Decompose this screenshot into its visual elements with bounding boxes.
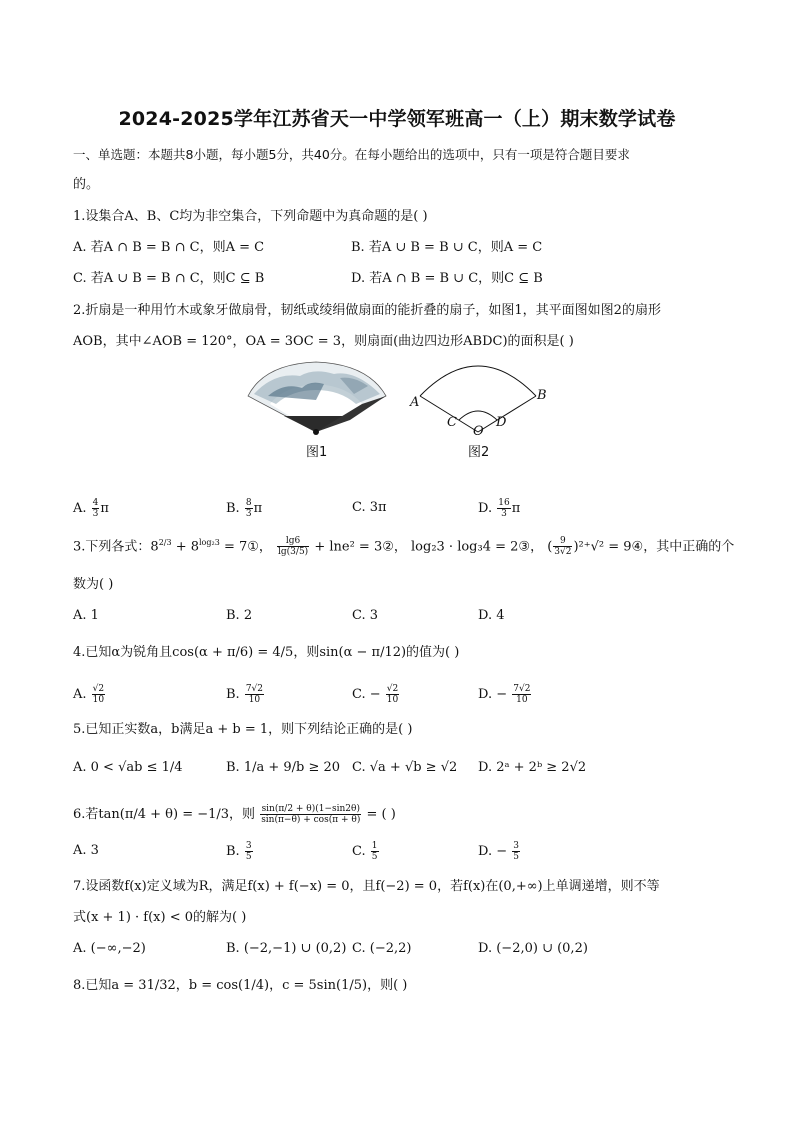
q3-option-a: A. 1 — [73, 608, 99, 623]
figure1-caption: 图1 — [306, 445, 328, 460]
q3-stem-1: 3.下列各式：$8^{2/3} + 8^{log_23}$ = 7①， $\frac{\lg 6}{\lg(3/5)}$ + lne² = 3②， log₂3 · log₃4 = 2③， ( $\frac{9}{3√2}$ )²⁺√² = 9④，其中正确的个 — [73, 536, 735, 558]
folding-fan-figure — [244, 360, 390, 436]
label-a: A — [410, 395, 420, 410]
q7-stem-2: 式(x + 1) · f(x) < 0的解为( ) — [73, 910, 247, 925]
q6-stem: 6.若tan(π/4 + θ) = −1/3，则 $\frac{\sin(\pi/2 + \theta)(1-\sin 2\theta)}{\sin(\pi-\theta) + \cos(\pi + \theta)}$ = ( ) — [73, 804, 396, 825]
q7-option-a: A. (−∞,−2) — [73, 941, 146, 956]
q2-stem-1: 2.折扇是一种用竹木或象牙做扇骨，韧纸或绫绢做扇面的能折叠的扇子，如图1，其平面图如图2的扇形 — [73, 303, 661, 318]
q8-stem: 8.已知a = 31/32，b = cos(1/4)，c = 5sin(1/5)，则( ) — [73, 978, 408, 993]
q2-option-a: A. $\frac{4}{3}$ π — [73, 498, 109, 519]
q6-option-d: D. − $\frac{3}{5}$ — [478, 841, 519, 862]
label-d: D — [496, 415, 507, 430]
figure2-caption: 图2 — [468, 445, 490, 460]
q3-option-c: C. 3 — [352, 608, 379, 623]
label-o: O — [473, 424, 484, 439]
q4-option-a: A. $\frac{√2}{10}$ — [73, 684, 105, 705]
q1-option-c: C. 若A ∪ B = B ∩ C，则C ⊆ B — [73, 271, 265, 286]
q1-option-d: D. 若A ∩ B = B ∪ C，则C ⊆ B — [351, 271, 543, 286]
q1-option-b: B. 若A ∪ B = B ∪ C，则A = C — [351, 240, 543, 255]
q3-option-b: B. 2 — [226, 608, 253, 623]
section-heading-cont: 的。 — [73, 177, 100, 192]
q5-option-d: D. 2ᵃ + 2ᵇ ≥ 2√2 — [478, 760, 587, 775]
q4-stem: 4.已知α为锐角且cos(α + π/6) = 4/5，则sin(α − π/12)的值为( ) — [73, 645, 460, 660]
q2-option-c: C. 3π — [352, 500, 387, 515]
label-b: B — [537, 388, 547, 403]
q6-option-a: A. 3 — [73, 843, 99, 858]
q5-option-a: A. 0 < √ab ≤ 1/4 — [73, 760, 183, 775]
q1-stem: 1.设集合A、B、C均为非空集合，下列命题中为真命题的是( ) — [73, 209, 428, 224]
section-heading: 一、单选题：本题共8小题，每小题5分，共40分。在每小题给出的选项中，只有一项是符合题目要求 — [73, 147, 630, 162]
q3-stem-2: 数为( ) — [73, 577, 114, 592]
q6-option-b: B. $\frac{3}{5}$ — [226, 841, 252, 862]
q4-option-d: D. − $\frac{7√2}{10}$ — [478, 684, 531, 705]
q7-option-d: D. (−2,0) ∪ (0,2) — [478, 941, 588, 956]
q5-stem: 5.已知正实数a，b满足a + b = 1，则下列结论正确的是( ) — [73, 722, 413, 737]
q4-option-c: C. − $\frac{√2}{10}$ — [352, 684, 399, 705]
q2-option-b: B. $\frac{8}{3}$ π — [226, 498, 263, 519]
q4-option-b: B. $\frac{7√2}{10}$ — [226, 684, 264, 705]
q7-option-c: C. (−2,2) — [352, 941, 412, 956]
q1-option-a: A. 若A ∩ B = B ∩ C，则A = C — [73, 240, 265, 255]
q5-option-c: C. √a + √b ≥ √2 — [352, 760, 458, 775]
label-c: C — [447, 415, 457, 430]
q2-stem-2: AOB，其中∠AOB = 120°，OA = 3OC = 3，则扇面(曲边四边形ABDC)的面积是( ) — [73, 334, 574, 349]
q2-option-d: D. $\frac{16}{3}$ π — [478, 498, 521, 519]
q7-option-b: B. (−2,−1) ∪ (0,2) — [226, 941, 347, 956]
q3-option-d: D. 4 — [478, 608, 505, 623]
page-title: 2024-2025学年江苏省天一中学领军班高一（上）期末数学试卷 — [118, 108, 676, 130]
q6-option-c: C. $\frac{1}{5}$ — [352, 841, 378, 862]
q5-option-b: B. 1/a + 9/b ≥ 20 — [226, 760, 341, 775]
q7-stem-1: 7.设函数f(x)定义域为R，满足f(x) + f(−x) = 0，且f(−2) = 0，若f(x)在(0,+∞)上单调递增，则不等 — [73, 879, 660, 894]
